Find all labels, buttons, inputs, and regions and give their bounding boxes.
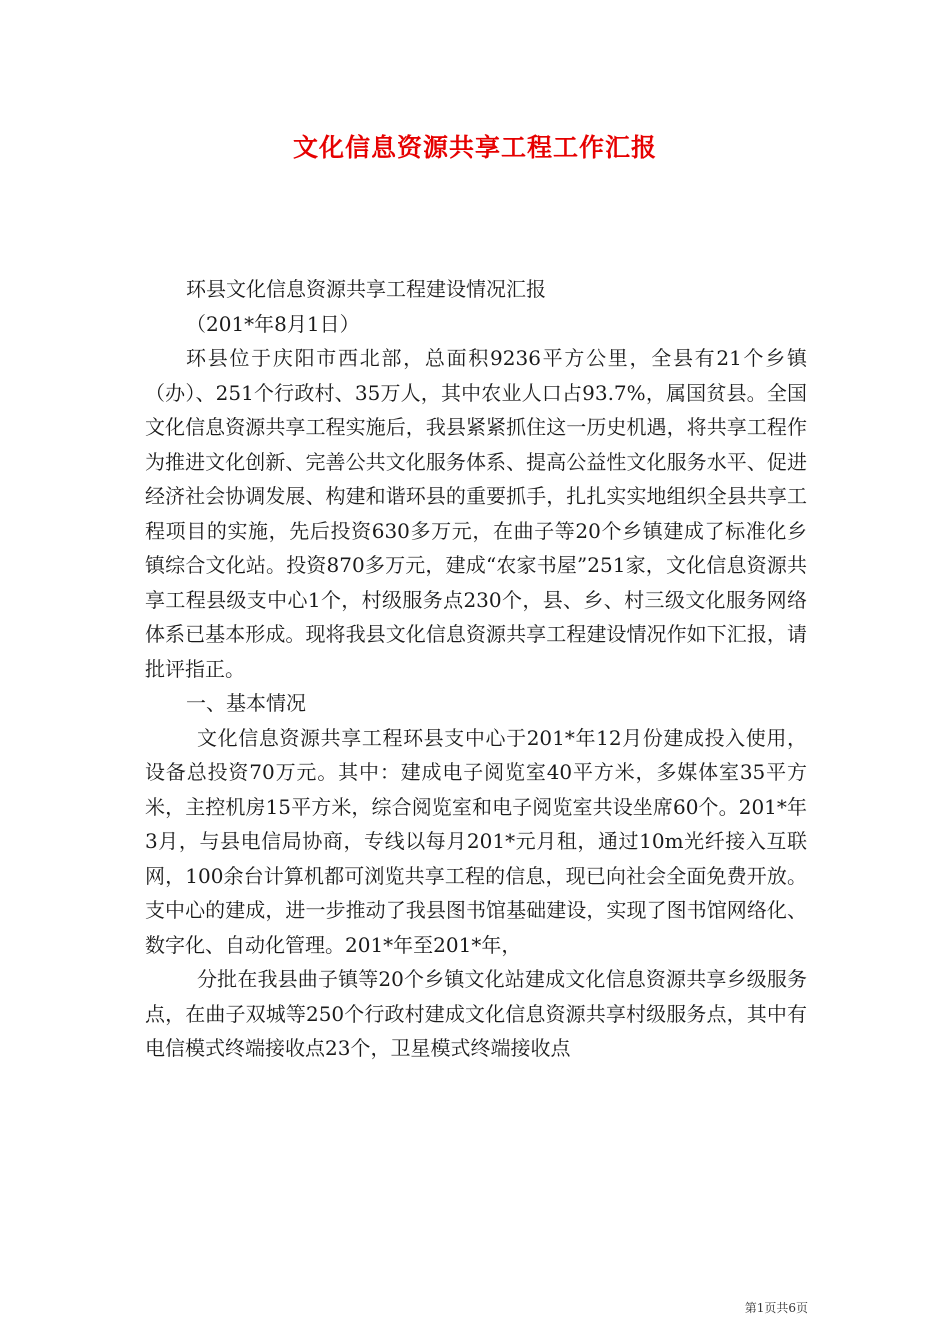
paragraph-service-points: 分批在我县曲子镇等20个乡镇文化站建成文化信息资源共享乡级服务点，在曲子双城等250个行政村建成文化信息资源共享村级服务点，其中有电信模式终端接收点23个，卫星模式终端接收点 [145, 967, 807, 1060]
report-date: （201*年8月1日） [186, 311, 360, 336]
document-body [145, 272, 807, 1066]
paragraph-intro: 环县位于庆阳市西北部，总面积9236平方公里，全县有21个乡镇（办）、251个行政村、35万人，其中农业人口占93.7%，属国贫县。全国文化信息资源共享工程实施后，我县紧紧抓住这一历史机遇，将共享工程作为推进文化创新、完善公共文化服务体系、提高公益性文化服务水平、促进经济社会协调发展、构建和谐环县的重要抓手，扎扎实实地组织全县共享工程项目的实施，先后投资630多万元，在曲子等20个乡镇建成了标准化乡镇综合文化站。投资870多万元，建成“农家书屋”251家，文化信息资源共享工程县级支中心1个，村级服务点230个，县、乡、村三级文化服务网络体系已基本形成。现将我县文化信息资源共享工程建设情况作如下汇报，请批评指正。 [145, 346, 807, 681]
paragraph-basic-situation: 文化信息资源共享工程环县支中心于201*年12月份建成投入使用，设备总投资70万元。其中：建成电子阅览室40平方米，多媒体室35平方米，主控机房15平方米，综合阅览室和电子阅览室共设坐席60个。201*年3月，与县电信局协商，专线以每月201*元月租，通过10m光纤接入互联网，100余台计算机都可浏览共享工程的信息，现已向社会全面免费开放。支中心的建成，进一步推动了我县图书馆基础建设，实现了图书馆网络化、数字化、自动化管理。201*年至201*年， [145, 725, 807, 957]
report-subtitle: 环县文化信息资源共享工程建设情况汇报 [186, 277, 546, 301]
document-title: 文化信息资源共享工程工作汇报 [292, 133, 657, 162]
page-number: 第1页共6页 [744, 1301, 808, 1315]
section-heading-basic: 一、基本情况 [186, 691, 306, 715]
